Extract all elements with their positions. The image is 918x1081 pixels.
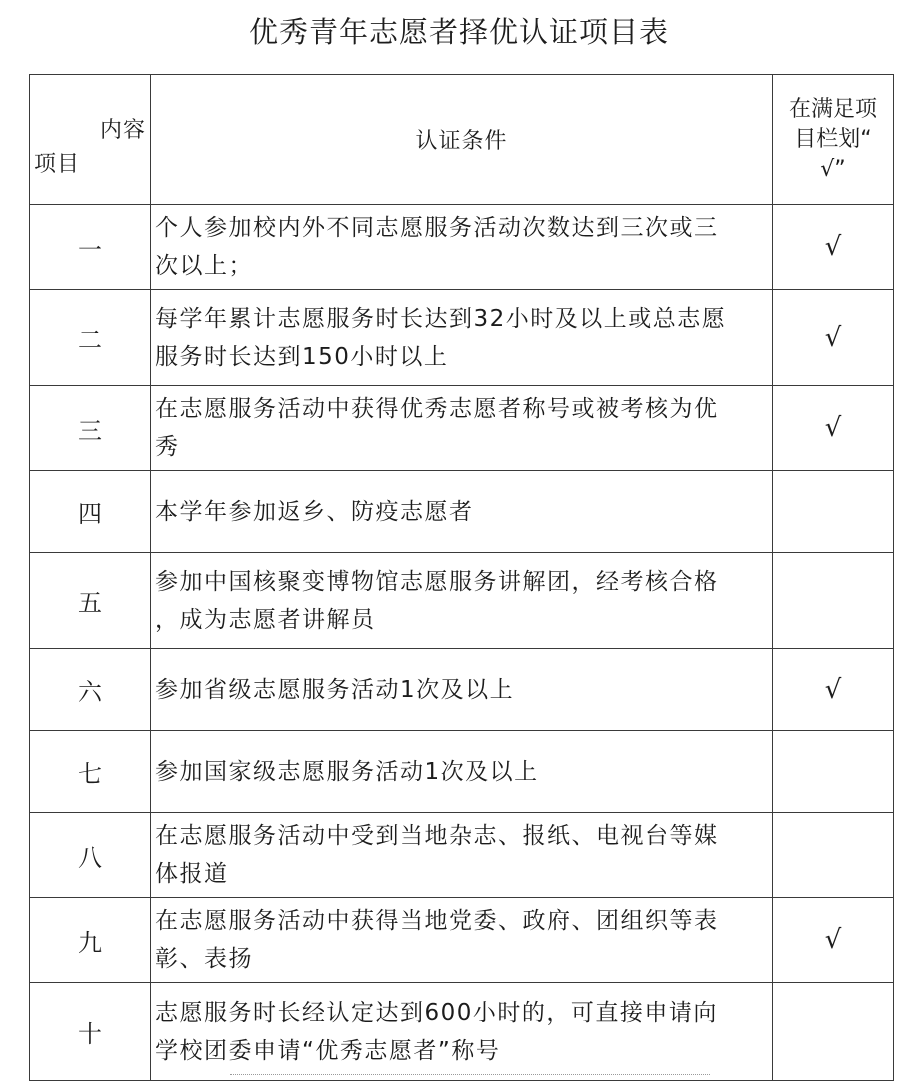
condition-line: 体报道: [155, 861, 229, 887]
row-condition: [151, 205, 773, 290]
condition-line: 参加国家级志愿服务活动1次及以上: [155, 758, 539, 785]
row-number: 六: [30, 649, 151, 731]
condition-line: 彰、表扬: [155, 946, 253, 972]
condition-line: 学校团委申请“优秀志愿者”称号: [155, 1037, 501, 1064]
table-row: [30, 386, 894, 471]
table-row: [30, 983, 894, 1081]
row-condition: [151, 471, 773, 553]
condition-line: 在志愿服务活动中获得当地党委、政府、团组织等表: [155, 908, 719, 934]
header-conditions: 认证条件: [151, 75, 773, 205]
row-checkmark: √: [773, 386, 894, 471]
condition-line: 在志愿服务活动中受到当地杂志、报纸、电视台等媒: [155, 823, 719, 849]
table-row: [30, 205, 894, 290]
condition-line: 志愿服务时长经认定达到600小时的，可直接申请向: [155, 999, 718, 1026]
header-check-line3: √”: [820, 156, 846, 182]
row-condition: [151, 983, 773, 1081]
table-row: [30, 731, 894, 813]
table-header-row: [30, 75, 894, 205]
row-condition: [151, 813, 773, 898]
header-diagonal-cell: [30, 75, 151, 205]
row-number: 九: [30, 898, 151, 983]
header-content-label: 内容: [99, 118, 146, 143]
row-number: 四: [30, 471, 151, 553]
condition-line: 参加省级志愿服务活动1次及以上: [155, 676, 515, 703]
condition-line: 在志愿服务活动中获得优秀志愿者称号或被考核为优: [155, 396, 719, 422]
condition-line: 秀: [155, 434, 180, 460]
condition-line: 个人参加校内外不同志愿服务活动次数达到三次或三: [155, 215, 719, 241]
condition-line: 本学年参加返乡、防疫志愿者: [155, 498, 474, 525]
table-row: [30, 553, 894, 649]
condition-line: 次以上；: [155, 253, 253, 279]
condition-line: 参加中国核聚变博物馆志愿服务讲解团，经考核合格: [155, 568, 719, 595]
header-item-label: 项目: [34, 152, 81, 177]
row-number: 二: [30, 290, 151, 386]
table-row: [30, 649, 894, 731]
row-number: 三: [30, 386, 151, 471]
row-number: 五: [30, 553, 151, 649]
row-checkmark: [773, 813, 894, 898]
condition-line: 每学年累计志愿服务时长达到32小时及以上或总志愿: [155, 305, 727, 332]
header-check-line2: 目栏划“: [794, 126, 872, 152]
header-check-line1: 在满足项: [788, 96, 877, 122]
row-checkmark: [773, 983, 894, 1081]
cropped-footer-fragment: [0, 1070, 918, 1081]
row-number: 八: [30, 813, 151, 898]
row-checkmark: [773, 553, 894, 649]
row-checkmark: √: [773, 290, 894, 386]
row-checkmark: √: [773, 205, 894, 290]
page-title: 优秀青年志愿者择优认证项目表: [248, 15, 669, 49]
row-checkmark: [773, 471, 894, 553]
row-checkmark: [773, 731, 894, 813]
row-number: 七: [30, 731, 151, 813]
condition-line: 服务时长达到150小时以上: [155, 343, 449, 370]
row-checkmark: √: [773, 898, 894, 983]
row-condition: [151, 731, 773, 813]
certification-table: [29, 74, 894, 1081]
row-condition: [151, 649, 773, 731]
cropped-text-remnant: [230, 1074, 710, 1079]
table-row: [30, 471, 894, 553]
condition-line: ，成为志愿者讲解员: [155, 606, 376, 633]
row-number: 一: [30, 205, 151, 290]
row-condition: [151, 898, 773, 983]
table-row: [30, 813, 894, 898]
row-checkmark: √: [773, 649, 894, 731]
header-check-column: [773, 75, 894, 205]
row-condition: [151, 553, 773, 649]
row-number: 十: [30, 983, 151, 1081]
row-condition: [151, 386, 773, 471]
table-row: [30, 290, 894, 386]
table-row: [30, 898, 894, 983]
row-condition: [151, 290, 773, 386]
